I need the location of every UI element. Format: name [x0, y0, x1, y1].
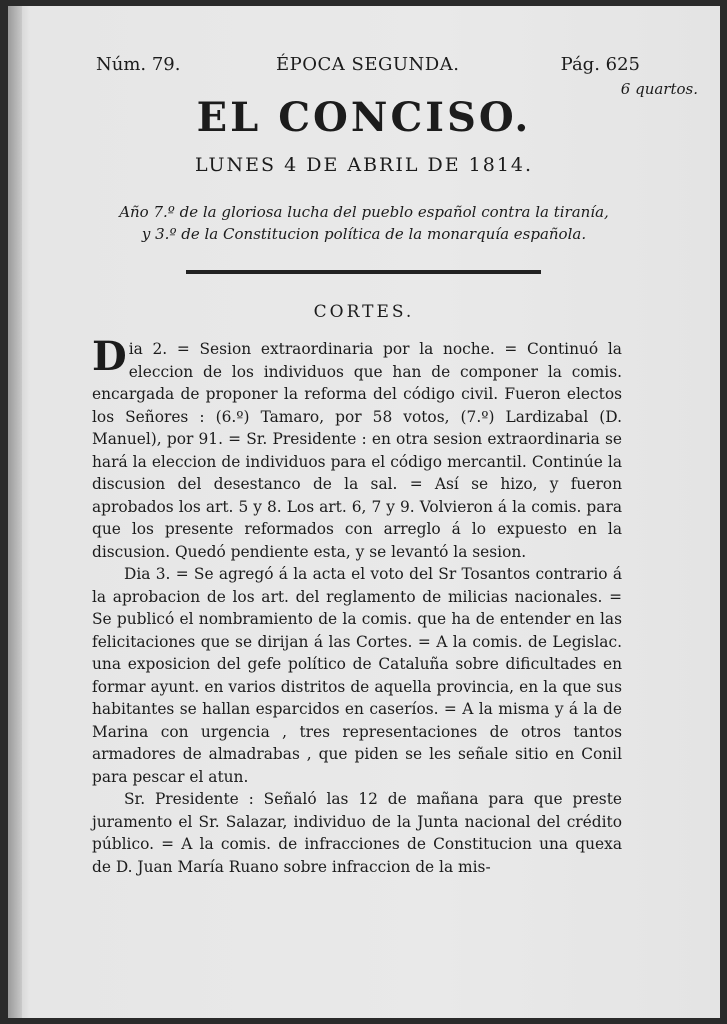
- divider-rule: [186, 270, 541, 274]
- paragraph-1: [92, 333, 622, 563]
- issue-number: Núm. 79.: [96, 54, 181, 75]
- section-title: CORTES.: [313, 302, 415, 322]
- motto-line-1: Año 7.º de la gloriosa lucha del pueblo español contra la tiranía,: [119, 203, 609, 221]
- newspaper-title: EL CONCISO.: [196, 94, 532, 141]
- paragraph-2: Dia 3. = Se agregó á la acta el voto del Sr Tosantos contrario á la aprobacion de los art. del reglamento de milicias nacionales. = Se publicó el nombramiento de la comis. que ha de entender en las felicitaciones que se dirijan á las Cortes. = A la comis. de Legislac. una exposicion del gefe político de Cataluña sobre dificultades en formar ayunt. en varios distritos de aquella provincia, en la que sus habitantes se hallan esparcidos en caseríos. = A la misma y á la de Marina con urgencia , tres representaciones de otros tantos armadores de almadrabas , que piden se les señale sitio en Conil para pescar el atun.: [92, 565, 622, 786]
- page-number: Pág. 625: [560, 54, 640, 75]
- masthead: [96, 54, 640, 84]
- epoch-label: ÉPOCA SEGUNDA.: [276, 54, 460, 75]
- price-label: 6 quartos.: [620, 80, 698, 98]
- paragraph-1-text: ia 2. = Sesion extraordinaria por la noche. = Continuó la eleccion de los individuos que han de componer la comis. encargada de proponer la reforma del código civil. Fueron electos los Señores : (6.º) Tamaro, por 58 votos, (7.º) Lardizabal (D. Manuel), por 91. = Sr. Presidente : en otra sesion extraordinaria se hará la eleccion de individuos para el código mercantil. Continúe la discusion del desestanco de la sal. = Así se hizo, y fueron aprobados los art. 5 y 8. Los art. 6, 7 y 9. Volvieron á la comis. para que los presente reformados con arreglo á lo expuesto en la discusion. Quedó pendiente esta, y se levantó la sesion.: [92, 340, 622, 561]
- motto: [8, 201, 720, 245]
- newspaper-page: [8, 6, 720, 1018]
- drop-cap: D: [92, 333, 127, 380]
- motto-line-2: y 3.º de la Constitucion política de la monarquía española.: [141, 225, 587, 243]
- article-body: [92, 333, 622, 878]
- issue-date: LUNES 4 DE ABRIL DE 1814.: [194, 154, 534, 176]
- paragraph-3: Sr. Presidente : Señaló las 12 de mañana para que preste juramento el Sr. Salazar, individuo de la Junta nacional del crédito público. = A la comis. de infracciones de Constitucion una quexa de D. Juan María Ruano sobre infraccion de la mis-: [92, 790, 622, 876]
